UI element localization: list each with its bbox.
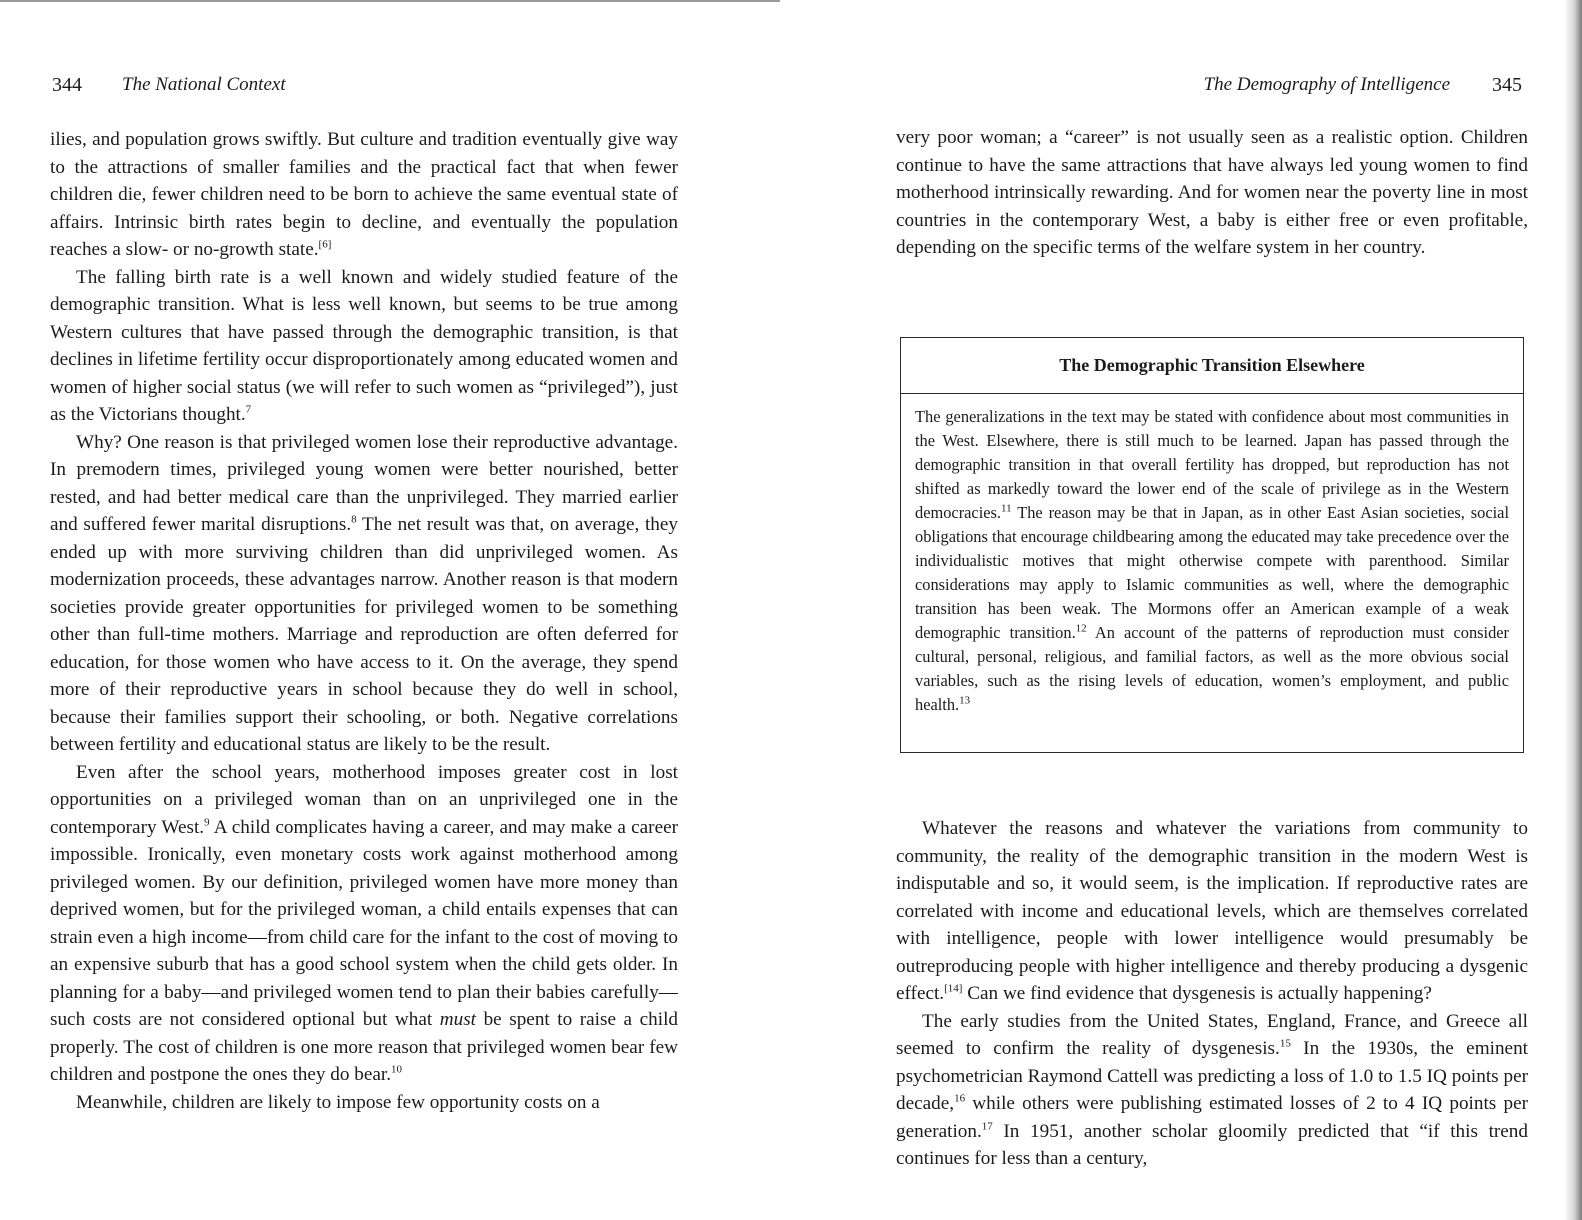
paragraph-text: Why? One reason is that privileged women lose their reproductive advantage. In premodern times, privileged young women were better nourished, better rested, and had better medical care than the unprivileged. They married earlier and suffered fewer marital disruptions. — [50, 431, 678, 535]
paragraph-text: The early studies from the United States, England, France, and Greece all seemed to confirm the reality of dysgenesis. — [896, 1010, 1528, 1059]
paragraph — [50, 264, 678, 429]
emphasized-word: must — [439, 1009, 477, 1030]
footnote-marker: 15 — [1279, 1037, 1291, 1050]
paragraph-text: Whatever the reasons and whatever the variations from community to community, the reality of the demographic transition in the modern West is indisputable and so, it would seem, is the implication. If reproductive rates are correlated with income and educational levels, which are themselves correlated with intelligence, people with lower intelligence would presumably be outreproducing people with higher intelligence and thereby producing a dysgenic effect. — [896, 818, 1528, 1004]
footnote-marker: 11 — [1001, 502, 1012, 515]
paragraph: very poor woman; a “career” is not usually seen as a realistic option. Children continue to have the same attractions that have always led young women to find motherhood intrinsically rewarding. And for women near the poverty line in most countries in the contemporary West, a baby is either free or even profitable, depending on the specific terms of the welfare system in her country. — [896, 127, 1528, 258]
left-running-head — [50, 72, 678, 98]
paragraph-text: Meanwhile, children are likely to impose few opportunity costs on a — [76, 1091, 600, 1113]
footnote-marker: 17 — [981, 1120, 993, 1133]
paragraph-text: The falling birth rate is a well known and widely studied feature of the demographic transition. What is less well known, but seems to be true among Western cultures that have passed through the demographic transition, is that declines in lifetime fertility occur disproportionately among educated women and women of higher social status (we will refer to such women as “privileged”), just as the Victorians thought. — [50, 266, 678, 425]
paragraph — [50, 429, 678, 759]
sidebar-text: An account of the patterns of reproduction must consider cultural, personal, religious, and familial factors, as well as the more obvious social variables, such as the rising levels of education, women’s employment, and public health. — [915, 623, 1509, 714]
sidebar-box — [900, 337, 1524, 753]
footnote-marker: 9 — [204, 816, 210, 829]
page-number-left: 344 — [52, 74, 82, 96]
sidebar-text: The generalizations in the text may be stated with confidence about most communities in the West. Elsewhere, there is still much to be learned. Japan has passed through the demographic transition in that overall fertility has dropped, but reproduction has not shifted as markedly toward the lower end of the scale of privilege as in the Western democracies. — [915, 407, 1509, 522]
left-body-text — [50, 126, 678, 1116]
sidebar-title: The Demographic Transition Elsewhere — [901, 338, 1523, 394]
paragraph-text: In 1951, another scholar gloomily predicted that “if this trend continues for less than a century, — [896, 1120, 1528, 1169]
right-page — [896, 0, 1528, 1220]
running-title-right: The Demography of Intelligence — [1203, 74, 1450, 95]
footnote-marker: 8 — [351, 513, 357, 526]
paragraph-text: A child complicates having a career, and may make a career impossible. Ironically, even monetary costs work against motherhood among privileged women. By our definition, privileged women have more money than deprived women, but for the privileged woman, a child entails expenses that can strain even a high income—from child care for the infant to the cost of moving to an expensive suburb that has a good school system when the child gets older. In planning for a baby—and privileged women tend to plan their babies carefully—such costs are not considered optional but what — [50, 816, 678, 1030]
paragraph — [50, 759, 678, 1089]
paragraph — [50, 1089, 678, 1117]
paragraph-text: In the 1930s, the eminent psychometrician Raymond Cattell was predicting a loss of 1.0 to 1.5 IQ points per decade, — [896, 1038, 1528, 1114]
footnote-marker: 10 — [391, 1063, 403, 1076]
paragraph-text: The net result was that, on average, they ended up with more surviving children than did unprivileged women. As modernization proceeds, these advantages narrow. Another reason is that modern societies provide greater opportunities for privileged women to be something other than full-time mothers. Marriage and reproduction are often deferred for education, for those women who have access to it. On the average, they spend more of their reproductive years in school because they do well in school, because their families support their schooling, or both. Negative correlations between fertility and educational status are likely to be the result. — [50, 514, 679, 755]
footnote-marker: [14] — [944, 982, 963, 995]
paragraph-text: Can we find evidence that dysgenesis is actually happening? — [962, 983, 1432, 1004]
scan-edge-shadow — [1564, 0, 1582, 1220]
paragraph — [50, 126, 678, 264]
footnote-marker: 13 — [959, 694, 971, 707]
paragraph-text: be spent to raise a child properly. The cost of children is one more reason that privileged women bear few children and postpone the ones they do bear. — [50, 1009, 678, 1085]
footnote-marker: 12 — [1075, 622, 1087, 635]
paragraph — [896, 1008, 1528, 1173]
footnote-marker: 7 — [245, 403, 252, 416]
right-bottom-text — [896, 815, 1528, 1173]
paragraph-text: ilies, and population grows swiftly. But culture and tradition eventually give way to the attractions of smaller families and the practical fact that when fewer children die, fewer children need to be born to achieve the same eventual state of affairs. Intrinsic birth rates begin to decline, and eventually the population reaches a slow- or no-growth state. — [50, 129, 678, 260]
right-running-head — [896, 72, 1528, 98]
paragraph-text: while others were publishing estimated losses of 2 to 4 IQ points per generation. — [896, 1093, 1528, 1142]
sidebar-text: The reason may be that in Japan, as in other East Asian societies, social obligations that encourage childbearing among the educated may take precedence over the individualistic motives that might otherwise compete with parenthood. Similar considerations may apply to Islamic communities as well, where the demographic transition has been weak. The Mormons offer an American example of a weak demographic transition. — [915, 503, 1509, 642]
paragraph-text: Even after the school years, motherhood imposes greater cost in lost opportunities on a privileged woman than on an unprivileged one in the contemporary West. — [50, 761, 678, 838]
right-top-text — [896, 124, 1528, 262]
paragraph — [896, 815, 1528, 1008]
sidebar-body — [901, 394, 1523, 717]
footnote-marker: 16 — [954, 1092, 966, 1105]
page-number-right: 345 — [1492, 74, 1522, 96]
footnote-marker: [6] — [318, 238, 332, 251]
running-title-left: The National Context — [122, 74, 286, 95]
left-page — [50, 0, 678, 1220]
